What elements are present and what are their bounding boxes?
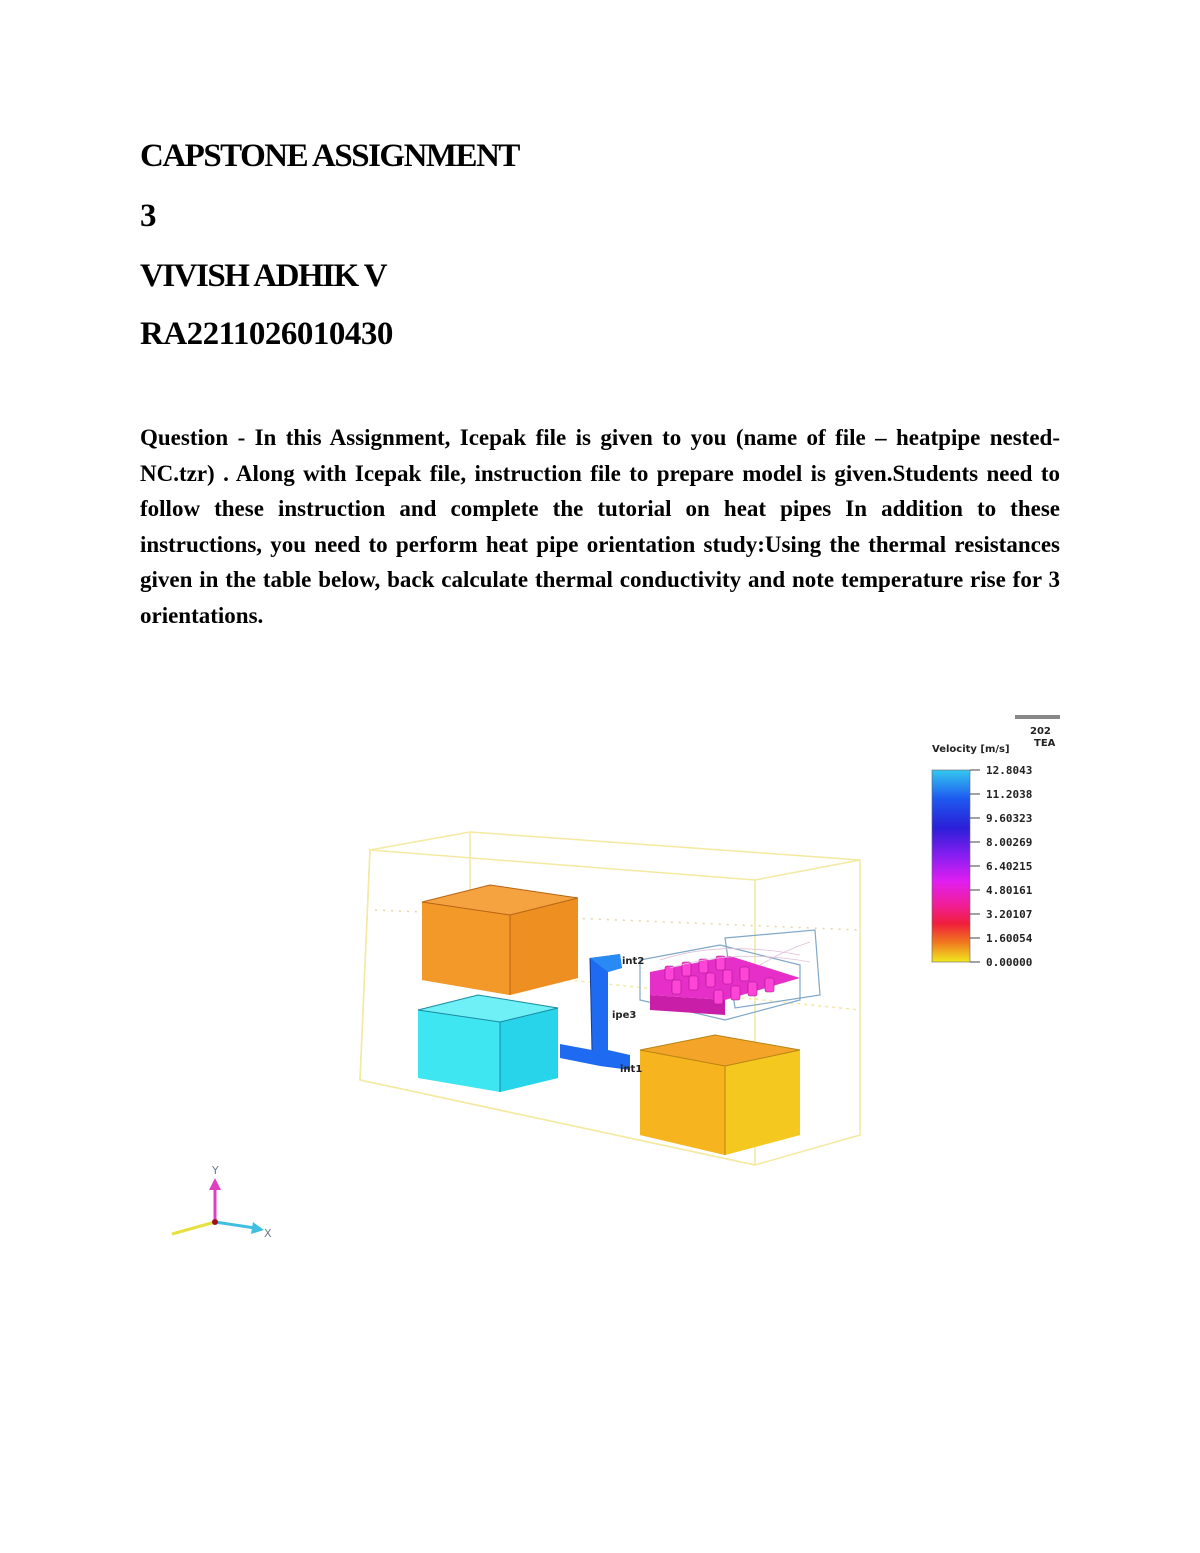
label-int1: int1: [620, 1064, 643, 1075]
assignment-title: CAPSTONE ASSIGNMENT: [140, 138, 519, 174]
heat-sink: [640, 930, 820, 1020]
legend-tick-label: 1.60054: [986, 932, 1033, 945]
legend-tick-label: 0.00000: [986, 956, 1033, 969]
legend-tick-label: 12.8043: [986, 764, 1033, 777]
legend-title: Velocity [m/s]: [932, 744, 1010, 755]
axis-y-label: Y: [212, 1164, 219, 1177]
icepak-simulation-figure: [160, 710, 1060, 1250]
question-text: Question - In this Assignment, Icepak file is given to you (name of file – heatpipe nested-NC.tzr) . Along with Icepak file, instruction file to prepare model is given.Students need to follow these instruction and complete the tutorial on heat pipes In addition to these instructions, you need to perform heat pipe orientation study:Using the thermal resistances given in the table below, back calculate thermal conductivity and note temperature rise for 3 orientations.: [140, 425, 1060, 628]
legend-tick-label: 6.40215: [986, 860, 1033, 873]
label-pipe3: ipe3: [612, 1010, 637, 1021]
legend-color-bar: [932, 770, 970, 962]
legend-tick-label: 9.60323: [986, 812, 1033, 825]
corner-text-1: 202: [1030, 726, 1051, 737]
legend-tick-label: 4.80161: [986, 884, 1033, 897]
corner-dashes: [1015, 715, 1060, 719]
source-block-top: [422, 885, 578, 995]
student-name: VIVISH ADHIK V: [140, 258, 387, 294]
register-number: RA2211026010430: [140, 316, 393, 352]
velocity-legend: [932, 744, 1033, 969]
axis-triad: [172, 1164, 272, 1240]
assignment-number: 3: [140, 198, 155, 234]
legend-tick-label: 3.20107: [986, 908, 1033, 921]
axis-x-label: X: [264, 1227, 272, 1240]
legend-tick-label: 11.2038: [986, 788, 1033, 801]
legend-tick-label: 8.00269: [986, 836, 1033, 849]
cyan-block: [418, 995, 558, 1092]
corner-text-2: TEA: [1034, 738, 1056, 749]
label-int2: int2: [622, 956, 645, 967]
source-block-bottom: [640, 1035, 800, 1155]
